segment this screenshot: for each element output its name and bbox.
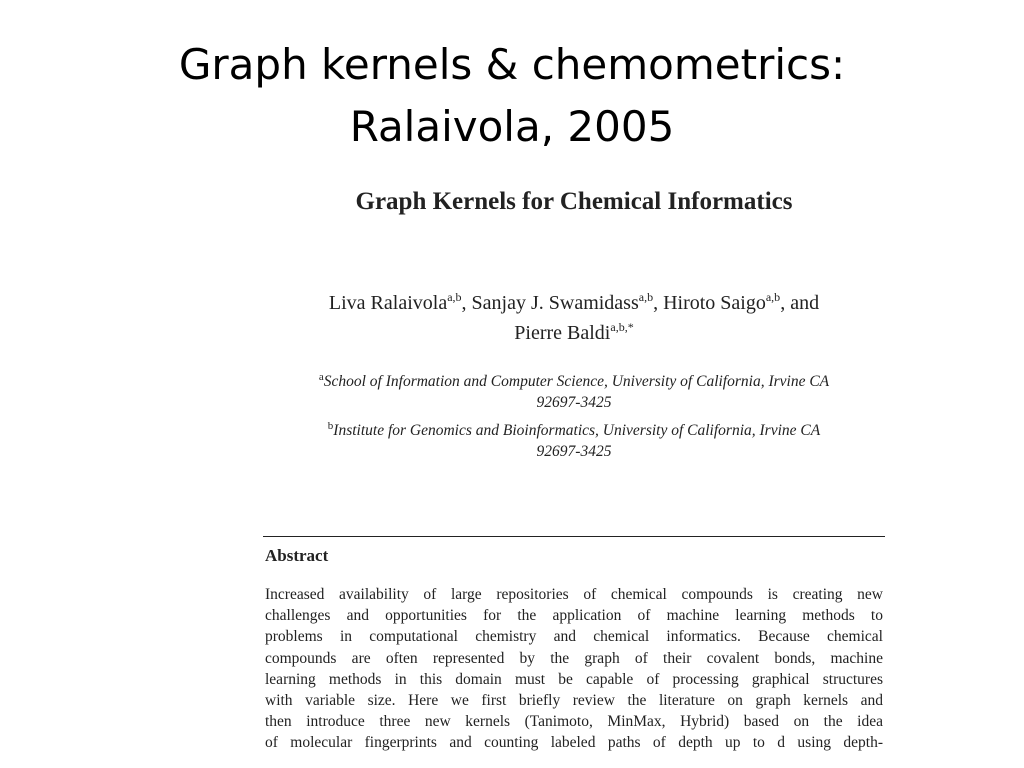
author-separator: , and: [780, 292, 820, 314]
author-affiliation-mark: a,b: [638, 290, 654, 304]
slide-title-line-2: Ralaivola, 2005: [349, 102, 675, 151]
affiliation-line: [263, 420, 885, 441]
affiliation-text: School of Information and Computer Science, University of California, Irvine CA: [323, 373, 830, 390]
abstract-line: learning methods in this domain must be capable of processing graphical structures: [265, 670, 883, 688]
abstract-body: [265, 584, 883, 754]
abstract-line: challenges and opportunities for the application of machine learning methods to: [265, 607, 883, 625]
paper-authors: [263, 288, 885, 348]
author-name: Sanjay J. Swamidass: [471, 292, 639, 314]
abstract-line: Increased availability of large repositories of chemical compounds is creating new: [265, 586, 883, 603]
author-separator: ,: [461, 292, 472, 314]
abstract-line: compounds are often represented by the graph of their covalent bonds, machine: [265, 649, 883, 667]
abstract-line: of molecular fingerprints and counting labeled paths of depth up to d using depth-: [265, 734, 883, 752]
author-name: Liva Ralaivola: [328, 292, 448, 314]
paper-title: Graph Kernels for Chemical Informatics: [355, 188, 793, 215]
author-separator: ,: [653, 292, 664, 314]
affiliation-postcode: 92697-3425: [536, 443, 612, 460]
slide-title-line-1: Graph kernels & chemometrics:: [178, 40, 846, 89]
authors-line-2: [263, 318, 885, 348]
affiliation-postcode: 92697-3425: [536, 394, 612, 411]
paper-excerpt-image: [263, 185, 885, 768]
author-affiliation-mark: a,b: [447, 290, 462, 304]
affiliation-b: [263, 420, 885, 462]
abstract-line: then introduce three new kernels (Tanimoto, MinMax, Hybrid) based on the idea: [265, 713, 883, 731]
affiliation-a: [263, 371, 885, 413]
author-name: Hiroto Saigo: [663, 292, 766, 314]
author-affiliation-mark: a,b,*: [610, 320, 634, 334]
authors-line-1: [263, 288, 885, 318]
affiliation-mark: b: [327, 420, 334, 432]
abstract-line: problems in computational chemistry and chemical informatics. Because chemical: [265, 628, 883, 646]
affiliation-text: Institute for Genomics and Bioinformatics, University of California, Irvine CA: [333, 422, 821, 439]
author-name: Pierre Baldi: [514, 322, 611, 344]
slide-title: [0, 34, 1024, 158]
affiliation-line: [263, 371, 885, 392]
affiliation-mark: a: [318, 371, 324, 383]
author-affiliation-mark: a,b: [765, 290, 781, 304]
horizontal-rule: [263, 536, 885, 537]
abstract-line: with variable size. Here we first briefly review the literature on graph kernels and: [265, 692, 883, 710]
abstract-heading: Abstract: [265, 546, 329, 565]
